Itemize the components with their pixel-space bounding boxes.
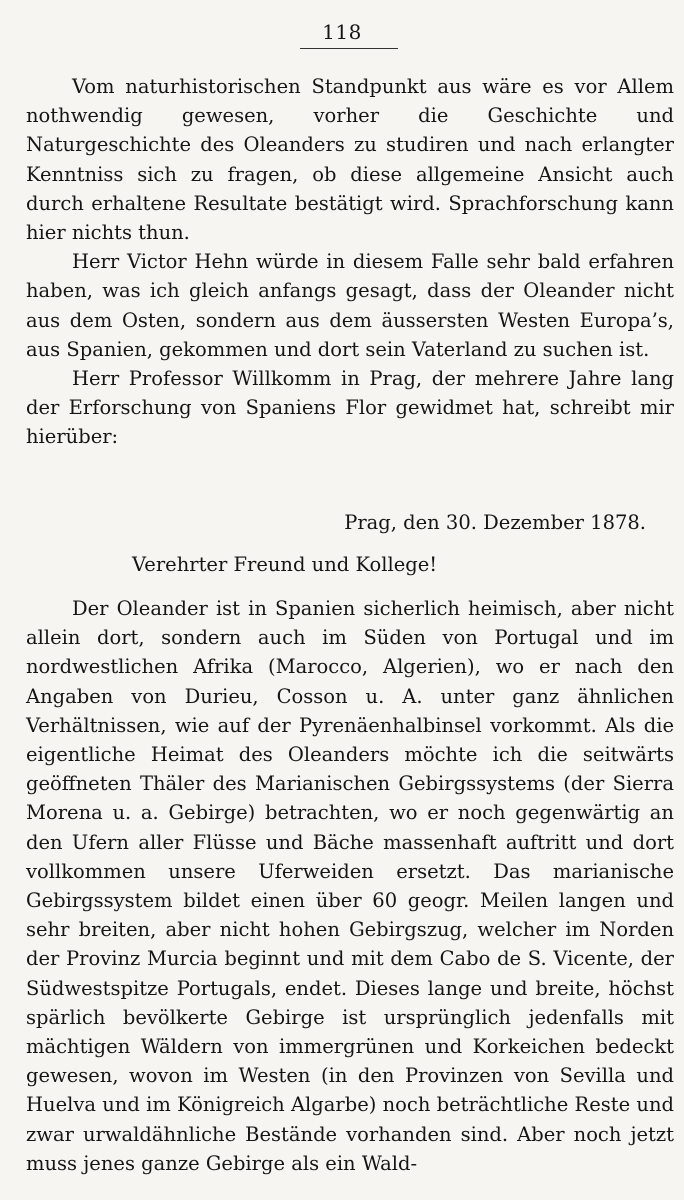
intro-paragraph-3: Herr Professor Willkomm in Prag, der mehrere Jahre lang der Erforschung von Spaniens Flor gewidmet hat, schreibt mir hierüber:: [26, 367, 674, 449]
letter-date: Prag, den 30. Dezember 1878.: [344, 511, 646, 534]
letter-salutation: Verehrter Freund und Kollege!: [132, 553, 438, 576]
intro-text: [26, 72, 674, 452]
intro-paragraph-1: Vom naturhistorischen Standpunkt aus wäre es vor Allem nothwendig gewesen, vorher die Geschichte und Naturgeschichte des Oleanders zu studiren und nach erlangter Kenntniss sich zu fragen, ob diese allgemeine Ansicht auch durch erhaltene Resultate bestätigt wird. Sprachforschung kann hier nichts thun.: [26, 75, 674, 245]
intro-paragraph-2: Herr Victor Hehn würde in diesem Falle sehr bald erfahren haben, was ich gleich anfangs gesagt, dass der Oleander nicht aus dem Osten, sondern aus dem äussersten Westen Europa’s, aus Spanien, gekommen und dort sein Vaterland zu suchen ist.: [26, 250, 674, 361]
page-number: 118: [322, 20, 362, 44]
header-rule: [300, 48, 398, 49]
letter-paragraph-1: Der Oleander ist in Spanien sicherlich heimisch, aber nicht allein dort, sondern auch im Süden von Portugal und im nordwestlichen Afrika (Marocco, Algerien), wo er nach den Angaben von Durieu, Cosson u. A. unter ganz ähnlichen Verhältnissen, wie auf der Pyrenäenhalbinsel vorkommt. Als die eigentliche Heimat des Oleanders möchte ich die seitwärts geöffneten Thäler des Marianischen Gebirgssystems (der Sierra Morena u. a. Gebirge) betrachten, wo er noch gegenwärtig an den Ufern aller Flüsse und Bäche massenhaft auftritt und dort vollkommen unsere Uferweiden ersetzt. Das marianische Gebirgssystem bildet einen über 60 geogr. Meilen langen und sehr breiten, aber nicht hohen Gebirgszug, welcher im Norden der Provinz Murcia beginnt und mit dem Cabo de S. Vicente, der Südwestspitze Portugals, endet. Dieses lange und breite, höchst spärlich bevölkerte Gebirge ist ursprünglich jedenfalls mit mächtigen Wäldern von immergrünen und Korkeichen bedeckt gewesen, wovon im Westen (in den Provinzen von Sevilla und Huelva und im Königreich Algarbe) noch beträchtliche Reste und zwar urwaldähnliche Bestände vorhanden sind. Aber noch jetzt muss jenes ganze Gebirge als ein Wald-: [26, 597, 674, 1175]
letter-body: [26, 594, 674, 1178]
